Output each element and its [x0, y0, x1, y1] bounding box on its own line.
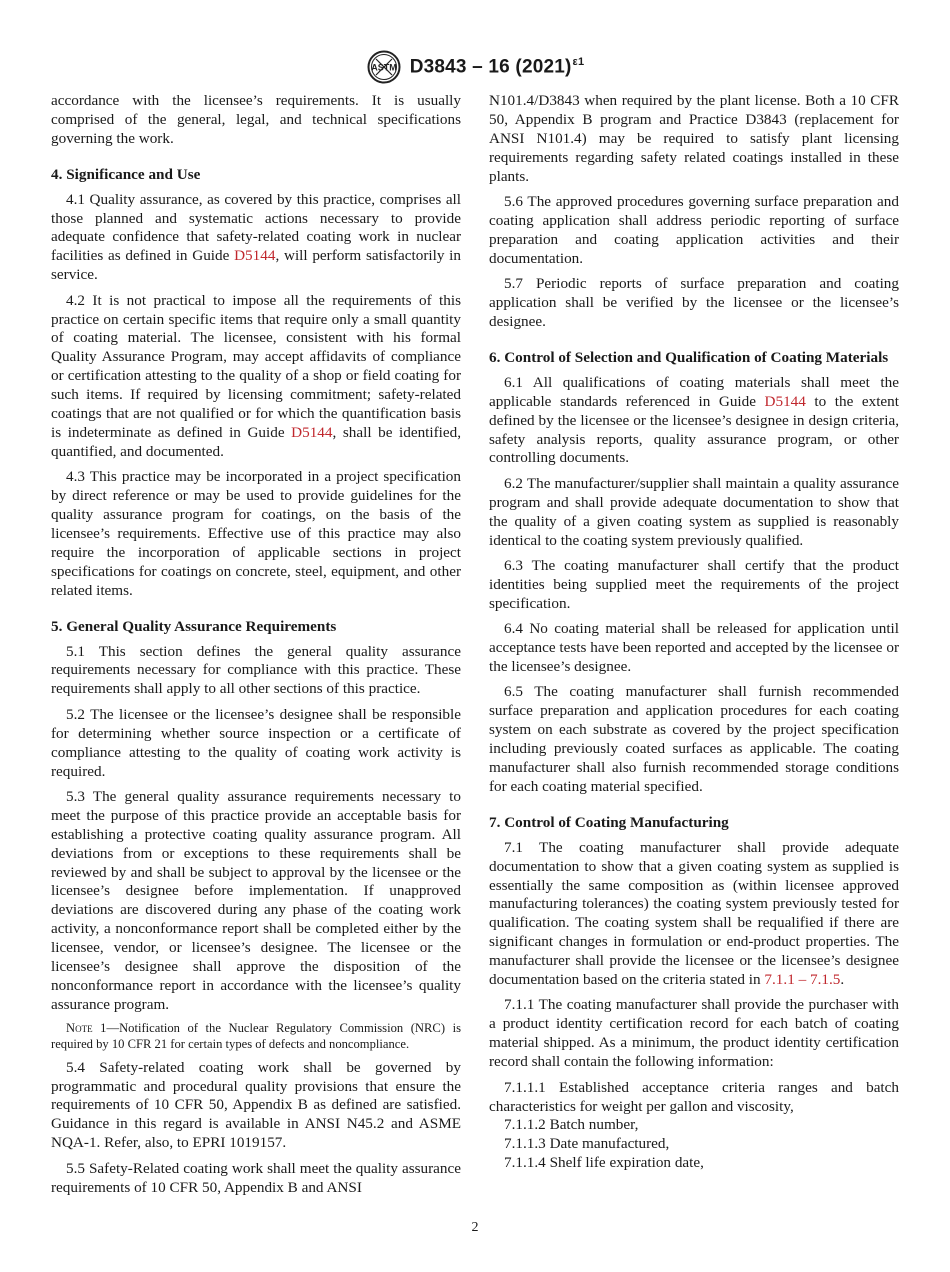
document-designation: D3843 – 16 $(2021)^{\varepsilon 1}$ — [409, 55, 585, 78]
list-item-7-1-1-3: 7.1.1.3 Date manufactured, — [504, 1135, 670, 1153]
paragraph-6-4: 6.4 No coating material shall be released for application until acceptance tests have been reported and accepted by the licensee or the licensee’s designee. — [489, 620, 899, 675]
paragraph-6-3: 6.3 The coating manufacturer shall certify that the product identities being supplied meet the requirements of the project specification. — [489, 556, 899, 612]
reference-link-7-1-1[interactable]: 7.1.1 – 7.1.5 — [764, 971, 841, 989]
page-header — [0, 50, 950, 84]
page-number: 2 — [471, 1220, 479, 1235]
paragraph-5-5-continued: N101.4/D3843 when required by the plant license. Both a 10 CFR 50, Appendix B program and Practice D3843 (replacement for ANSI N101.4) may be required to satisfy plant licensing requirements regarding safety related coatings installed in these plants. — [489, 92, 899, 185]
paragraph-5-3: 5.3 The general quality assurance requirements necessary to meet the purpose of this practice provide an acceptable basis for establishing a protective coating quality assurance program. All deviations from or exceptions to these requirements shall be reviewed by and shall be subject to approval by the licensee or the licensee’s designee before implementation. If unapproved deviations are discovered during any phase of the coating work activity, a nonconformance report shall be completed either by the licensee, vendor, or licensee’s designee. The licensee or the licensee’s designee shall approve the disposition of the nonconformance report in accordance with the licensee’s quality assurance program. — [51, 787, 461, 1013]
paragraph-4-3: 4.3 This practice may be incorporated in a project specification by direct reference or may be used to provide guidelines for the quality assurance program for coatings, on the basis of the licensee’s requirements. Effective use of this practice may also require the incorporation of applicable sections in project specifications for coatings on concrete, steel, equipment, and other related items. — [51, 468, 461, 599]
list-item-7-1-1-2: 7.1.1.2 Batch number, — [504, 1116, 639, 1134]
paragraph-continued: accordance with the licensee’s requirements. It is usually comprised of the general, legal, and technical specifications governing the work. — [51, 92, 461, 147]
paragraph-5-1: 5.1 This section defines the general quality assurance requirements necessary for compliance with this practice. These requirements shall apply to all other sections of this practice. — [51, 642, 461, 698]
reference-link-d5144[interactable]: D5144 — [764, 392, 806, 410]
epsilon-superscript: ε1 — [572, 55, 585, 68]
astm-logo-icon — [366, 50, 402, 84]
reference-link-d5144[interactable]: D5144 — [234, 247, 276, 265]
paragraph-5-6: 5.6 The approved procedures governing surface preparation and coating application shall address periodic reporting of surface preparation and coating application activities and their documentation. — [489, 193, 899, 267]
paragraph-5-5: 5.5 Safety-Related coating work shall meet the quality assurance requirements of 10 CFR 50, Appendix B and ANSI — [51, 1159, 461, 1196]
section-heading-6: 6. Control of Selection and Qualification of Coating Materials — [489, 348, 889, 366]
reference-link-d5144[interactable]: D5144 — [291, 424, 333, 441]
paragraph-6-2: 6.2 The manufacturer/supplier shall maintain a quality assurance program and shall provide adequate documentation to show that the quality of a given coating system as supplied is reasonably identical to the coating system previously qualified. — [489, 474, 899, 549]
paragraph-7-1-1: 7.1.1 The coating manufacturer shall provide the purchaser with a product identity certification record for each batch of coating material shipped. As a minimum, the product identity certification record shall contain the following information: — [489, 996, 899, 1071]
list-item-7-1-1-4: 7.1.1.4 Shelf life expiration date, — [504, 1154, 704, 1172]
note-1: Note 1—Notification of the Nuclear Regulatory Commission (NRC) is required by 10 CFR 21 for certain types of defects and noncompliance. — [51, 1021, 461, 1051]
paragraph-4-2: 4.2 It is not practical to impose all the requirements of this practice on certain specific items that require only a small quantity of coating material. The licensee, consistent with his formal Quality Assurance Program, may accept affidavits of compliance or certification attesting to the quality of a shop or field coating for such items. If required by licensing commitment; safety-related coatings that are not qualified or for which the quantification basis is indeterminate as defined in Guide D5144, shall be identified, quantified, and documented. — [51, 291, 462, 460]
paragraph-5-2: 5.2 The licensee or the licensee’s designee shall be responsible for determining whether source inspection or a certificate of compliance attesting to the quality of coating work activity is required. — [51, 705, 461, 780]
svg-text:ASTM: ASTM — [370, 62, 397, 73]
paragraph-6-5: 6.5 The coating manufacturer shall furnish recommended surface preparation and application procedures for each coating system on each substrate as covered by the project specification including previously coated surfaces as applicable. The coating manufacturer shall also furnish recommended storage conditions for each coating material specified. — [489, 683, 899, 795]
paragraph-7-1: 7.1 The coating manufacturer shall provide adequate documentation to show that a given coating system as supplied is essentially the same composition as (within licensee approved manufacturing tolerances) the coating system previously tested for qualification. The coating system shall be requalified if there are significant changes in formulation or end-product properties. The manufacturer shall provide the licensee or the licensee’s designee documentation based on the criteria stated in 7.1.1 – 7.1.5. — [489, 838, 899, 989]
left-column — [51, 92, 461, 1204]
paragraph-5-4: 5.4 Safety-related coating work shall be governed by programmatic and procedural quality provisions that ensure the requirements of 10 CFR 50, Appendix B as defined are satisfied. Guidance in this regard is available in ANSI N45.2 and ASME NQA-1. Refer, also, to EPRI 1019157. — [51, 1058, 461, 1152]
section-heading-7: 7. Control of Coating Manufacturing — [489, 813, 729, 831]
paragraph-7-1-1-1: 7.1.1.1 Established acceptance criteria ranges and batch characteristics for weight per gallon and viscosity, — [489, 1078, 899, 1115]
right-column — [489, 92, 899, 1173]
paragraph-6-1: 6.1 All qualifications of coating materials shall meet the applicable standards referenced in Guide D5144 to the extent defined by the licensee or the licensee’s designee in design criteria, safety analysis reports, quality assurance program, or other controlling documents. — [489, 373, 899, 467]
section-heading-4: 4. Significance and Use — [51, 165, 201, 183]
section-heading-5: 5. General Quality Assurance Requirements — [51, 617, 337, 635]
paragraph-5-7: 5.7 Periodic reports of surface preparation and coating application shall be verified by the licensee or the licensee’s designee. — [489, 275, 899, 330]
paragraph-4-1: 4.1 Quality assurance, as covered by this practice, comprises all those planned and systematic actions necessary to provide adequate confidence that safety-related coating work in nuclear facilities as defined in Guide D5144, will perform satisfactorily in service. — [51, 190, 461, 284]
note-label: Note 1 — [66, 1021, 107, 1036]
